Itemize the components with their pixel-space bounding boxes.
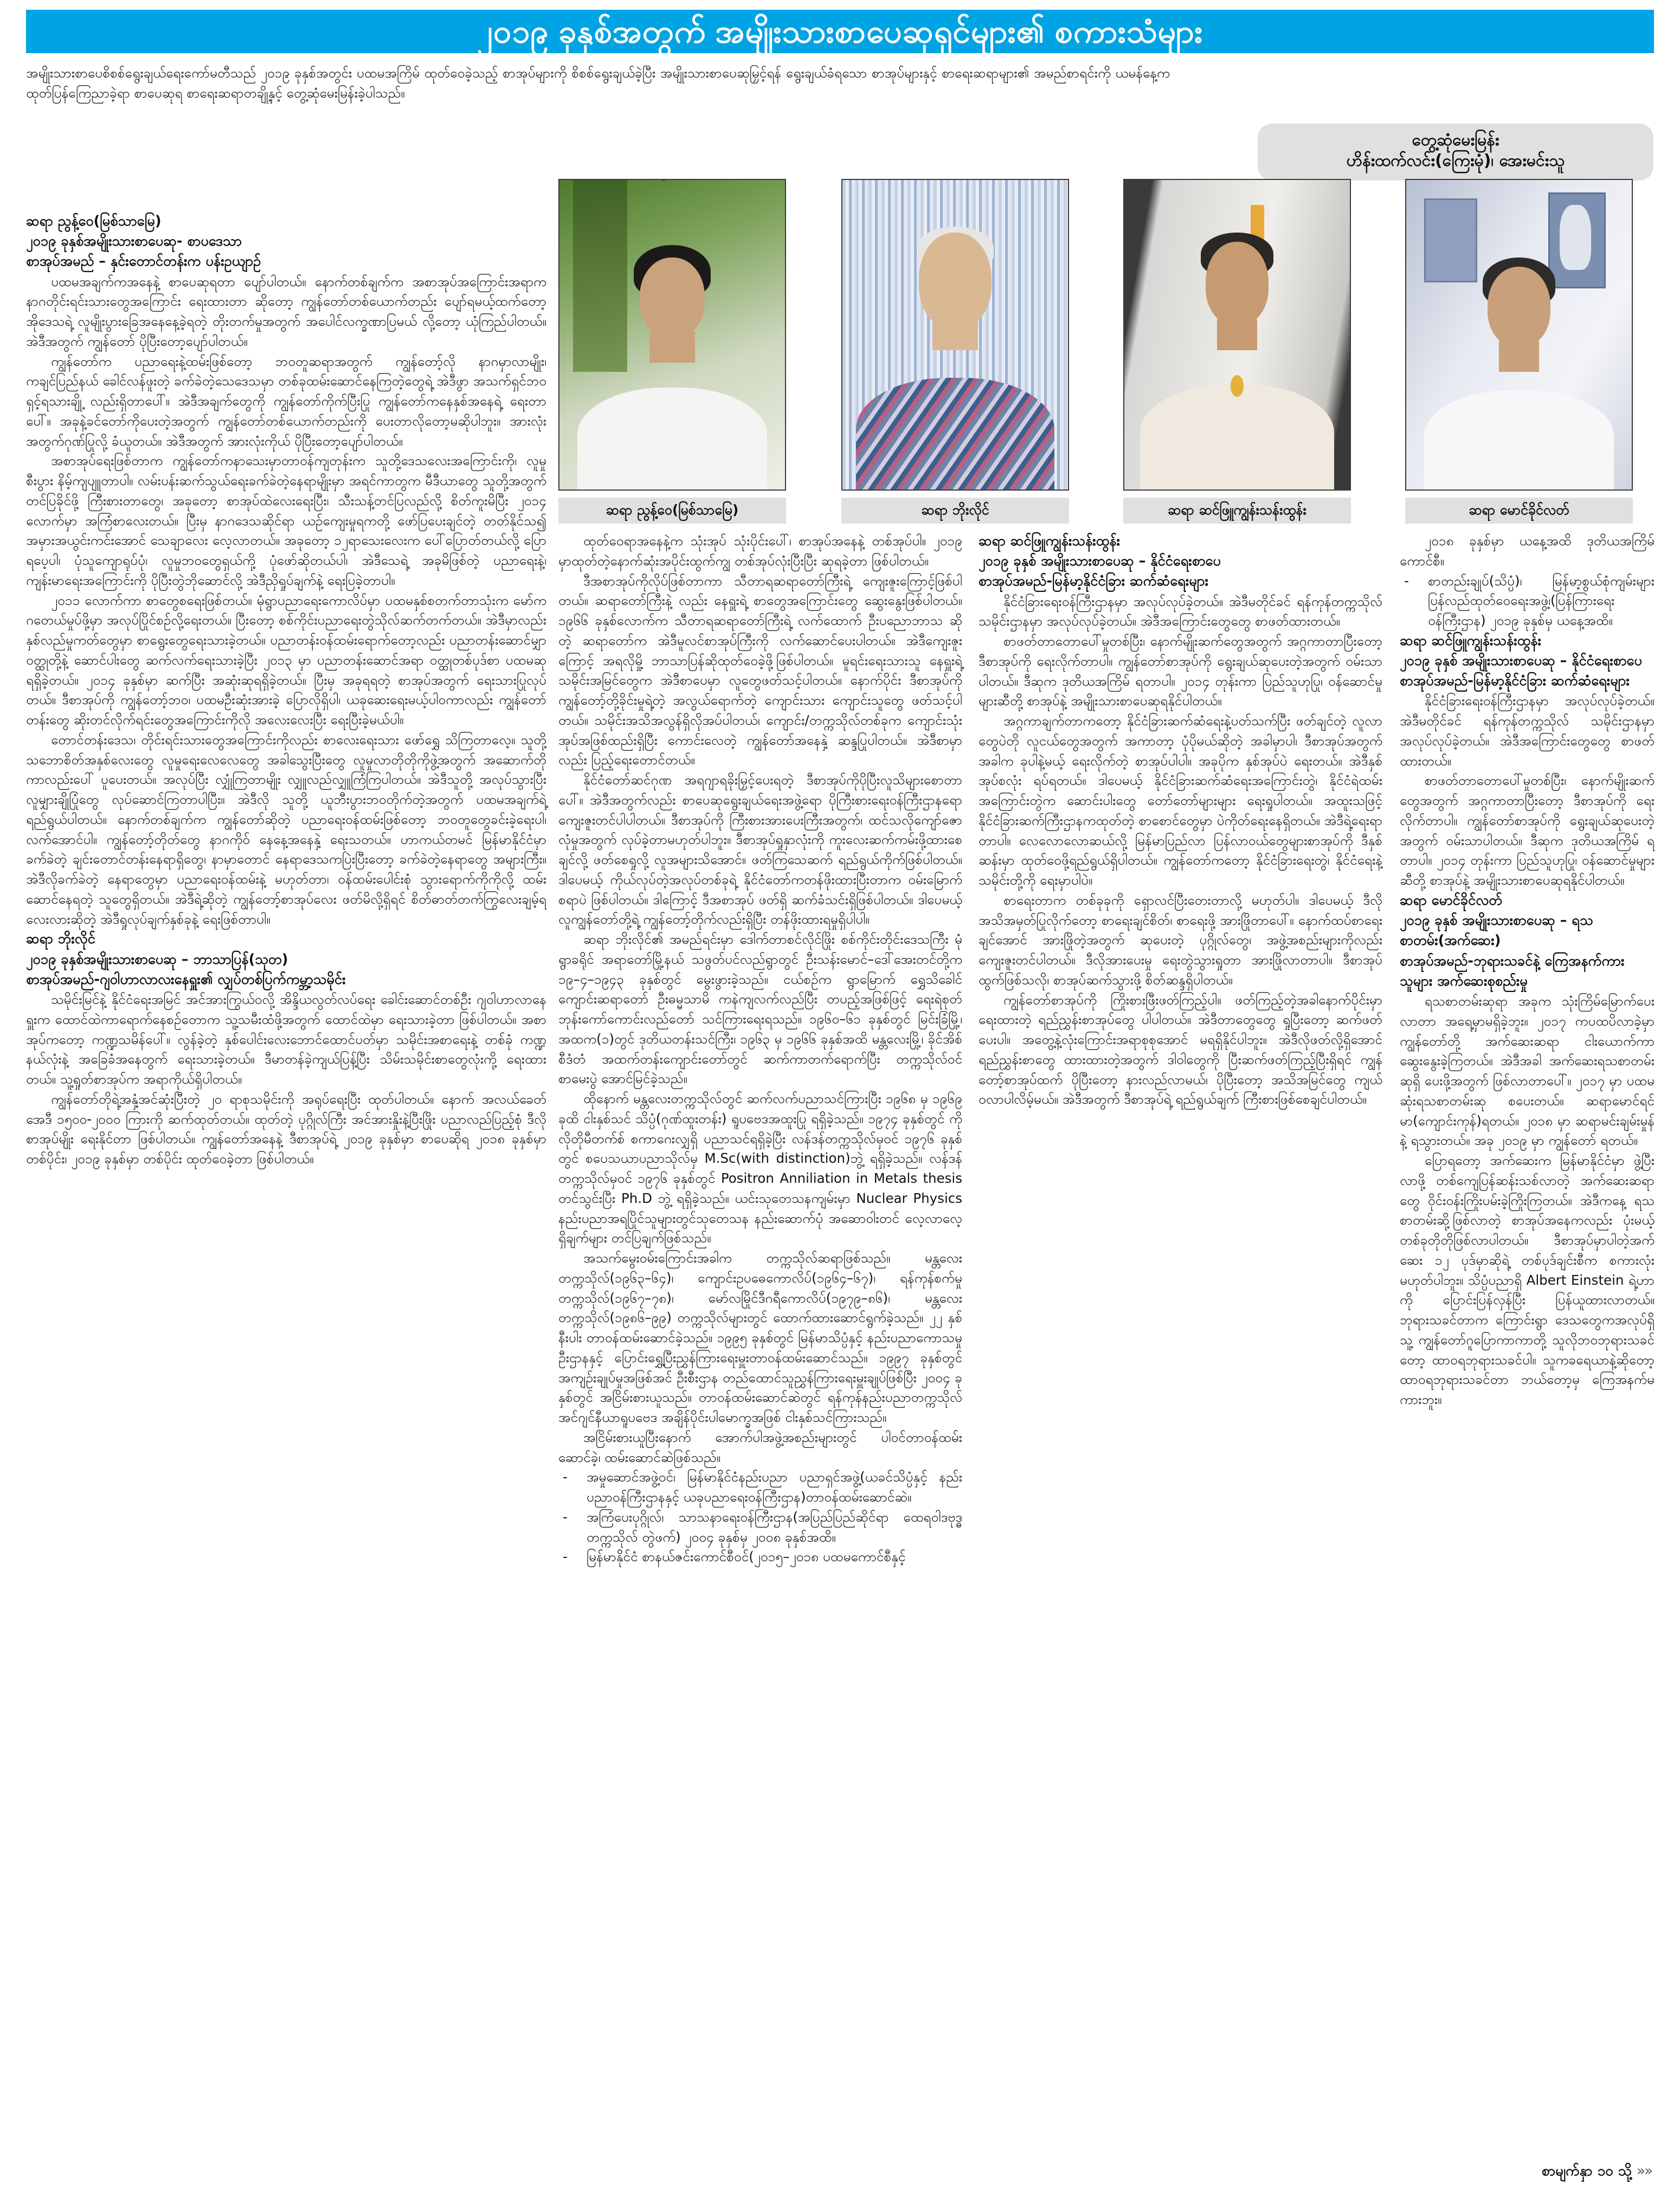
paragraph-text: ထုတ်ဝေရာအနေနဲ့က သုံးအုပ် သုံးပိုင်းပေါ်၊ စာအုပ်အနေနဲ့ တစ်အုပ်ပါ။ ၂၀၁၉ မှာထုတ်တဲ့နောက်ဆုံးအပိုင်းထွက်ကျွ တစ်အုပ်လုံးပြီးပြီး ဆုရခဲ့တာ ဖြစ်ပါတယ်။ — [558, 533, 962, 569]
body-paragraph — [1400, 771, 1655, 891]
body-paragraph — [1400, 531, 1655, 571]
body-paragraph — [1400, 691, 1655, 771]
paragraph-text: စာအုပ်အမည် – နှင်းတောင်တန်းက ပန်းဥယျာဉ် — [26, 253, 261, 270]
portrait-photo-2b — [841, 179, 1069, 491]
paragraph-text: ကျွန်တော်က ပညာရေးနဲ့ထမ်းဖြစ်တော့ ဘဝတူဆရာအတွက် ကျွန်တော့်လို နာဂမှာလာမျိုး၊ ကချင်ပြည်နယ် ခေါင်လန်ဖူးတဲ့ ခက်ခဲတဲ့သေဒေသမှာ တစ်ခုထမ်းဆောင်နေကြတဲ့တွေရဲ့ အဲဒီဖွာ အသက်ရှင်ဘဝရှင့်ရသားချို့ လည်းရှိတာပေါ်။ အဲဒီအချက်တွေကို ကျွန်တော်ကိုက်ပြီးပြု ကျွန်တော်ကနေနှစ်အနေရဲ့ ရေးတာပေါ်။ အခုနဲ့ခင်တော်ကိုပေးတဲ့အတွက် ကျွန်တော်တစ်ယောက်တည်းကို ပေးတာလိုတော့မဆိုပါဘူး။ အားလုံးအတွက်ဂုဏ်ပြုလို့ ခံယူတယ်။ အဲဒီအတွက် အားလုံးကိုယ် ပိုပြီးတော့ပျော်ပါတယ်။ — [26, 353, 546, 449]
paragraph-text: ထိုနောက် မန္တလေးတက္ကသိုလ်တွင် ဆက်လက်ပညာသင်ကြားပြီး ၁၉၆၈ မှ ၁၉၆၉ ခုထိ ငါးနှစ်သင် သိပ္ပံ(ဂုဏ်ထူးတန်း) ရူပဗေဒအထူးပြု ရရှိခဲ့သည်။ ၁၉၇၄ ခုနှစ်တွင် ကိုလိုတိုမီတက်စ် စကာဂေးလျှရှိ ပညာသင်ရရှိခဲ့ပြီး လန်ဒန်တက္ကသိုလ်မှဝင် ၁၉၇၆ ခုနှစ်တွင် စပေသယာပညာသိုလ်မှ M.Sc(with distinction)ဘွဲ့ ရရှိခဲ့သည်။ လန်ဒန်တက္ကသိုလ်မှဝင် ၁၉၇၆ ခုနှစ်တွင် Positron Anniliation in Metals thesis တင်သွင်းပြီး Ph.D ဘွဲ့ ရရှိခဲ့သည်။ ယင်းသုတေသနကျမ်းမှာ Nuclear Physics နည်းပညာအရပြိုင်သူများတွင်သုတေသန နည်းဆောက်ပုံ အဆောဝါးတင် လေ့လာလေ့ရှိချက်များ တင်ပြချက်ဖြစ်သည်။ — [558, 1091, 962, 1246]
portrait-photo-2 — [662, 179, 665, 181]
paragraph-text: စာအုပ်အမည်-မြန်မာ့နိုင်ငံခြား ဆက်ဆံရေးများ — [1400, 673, 1630, 690]
portrait-photo-1 — [558, 179, 786, 491]
paragraph-text: အမှုဆောင်အဖွဲ့ဝင်၊ မြန်မာနိုင်ငံနည်းပညာ ပညာရှင်အဖွဲ့(ယခင်သိပ္ပံနှင့် နည်းပညာဝန်ကြီးဌာနနှင့် ယခုပညာရေးဝန်ကြီးဌာန)တာဝန်ထမ်းဆောင်ဆဲ။ — [587, 1469, 962, 1505]
section-heading — [979, 531, 1382, 551]
interview-credit-names: ဟိန်းထက်လင်း(ကြေးမုံ)၊ အေးမင်းသူ — [1346, 151, 1565, 171]
continuation-note — [1542, 2161, 1652, 2182]
body-paragraph — [558, 571, 962, 771]
paragraph-text: ရသစာတမ်းဆုရာ အခုက သုံးကြိမ်မြောက်ပေးလာတာ အရေ့မှာမရှိခဲ့ဘူး။ ၂၀၁၇ ကပထပိလာခဲ့မှာ ကျွန်တော်တို့ အက်ဆေးဆရာ ငါးယောက်ကာ ဆွေးနွေးခဲ့ကြတယ်။ အဲဒီအခါ အက်ဆေးရသစာတမ်းဆုရှိ ပေးဖို့အတွက် ဖြစ်လာတာပေါ်။ ၂၀၁၇ မှာ ပထမဆုံးရသစာတမ်းဆု စပေးတယ်။ ဆရာမောင်ရင်မာ(ကျောင်းကုန်)ရတယ်။ ၂၀၁၈ မှာ ဆရာမင်းချမ်းမှုန်နဲ့ ရသွားတယ်။ အခု ၂၀၁၉ မှာ ကျွန်တော် ရတယ်။ — [1400, 993, 1655, 1149]
body-paragraph — [979, 592, 1382, 632]
paragraph-text: ကျွန်တော်တိုရဲ့အနှံ့အင်ဆုံးပြီးတဲ့ ၂၀ ရာစုသမိုင်းကို အရုပ်ရေးပြီး ထုတ်ပါတယ်။ နောက် အလယ်ခေတ် အေဒီ ၁၅၀၀-၂၀၀၀ ကြားကို ဆက်ထုတ်တယ်။ ထုတ်တဲ့ ပုဂ္ဂိုလ်ကြီး အင်အားနှိုးနဲ့ပြီးဖြိုး ပညာလည်ပြည့်စုံ ဒီလိုစာအုပ်မျိုး ရေးနိုင်တာ ဖြစ်ပါတယ်။ ကျွန်တော်အနေနဲ့ ဒီစာအုပ်ရဲ့ ၂၀၁၉ ခုနှစ်မှာ စာပေဆိုရ ၂၀၁၈ ခုနှစ်မှာ တစ်ပိုင်း၊ ၂၀၁၉ ခုနှစ်မှာ တစ်ပိုင်း ထုတ်ဝေခဲ့တာ ဖြစ်ပါတယ်။ — [26, 1091, 546, 1167]
page-banner — [26, 10, 1654, 53]
paragraph-text: စာတည်းချုပ်(သိပ္ပံ)၊ မြန်မာ့စွယ်စုံကျမ်းများပြန်လည်ထုတ်ဝေရေးအဖွဲ့၊(ပြန်ကြားရေးဝန်ကြီးဌာန) ၂၀၁၉ ခုနှစ်မှ ယနေ့အထိ။ — [1428, 572, 1655, 628]
interview-credit-label: တွေ့ဆုံမေးမြန်း — [1412, 131, 1499, 150]
paragraph-text: စာဖတ်တာတောပေါ်မှုတစ်ပြီး၊ နောက်မျိုးဆက်တွေအတွက် အဂ္ဂကာတာပြီးတော့ ဒီစာအုပ်ကို ရေးလိုက်တာပါ။ ကျွန်တော်စာအုပ်ကို ရွေးချယ်ဆုပေးတဲ့အတွက် ဝမ်းသာပါတယ်။ ဒီဆုက ဒုတိယအကြိမ် ရတာပါ။ ၂၀၁၄ တုန်းကာ ပြည်သူဟုပြု၊ ဝန်ဆောင်မှုများဆီတို့ စာအုပ်နဲ့ အမျိုးသားစာပေဆုရနိုင်ပါတယ်။ — [1400, 772, 1655, 888]
section-heading — [26, 252, 546, 272]
dash-bullet-icon: - — [563, 1549, 568, 1565]
section-heading — [26, 950, 546, 970]
paragraph-text: အစာအုပ်ရေးဖြစ်တာက ကျွန်တော်ကနာသေးမှာတာဝန်ကျတုန်းက သူတို့ဒေသလေးအကြောင်းကို၊ လူမှုစီးပွား နိမ့်ကျပျူတာပါ။ လမ်းပန်းဆက်သွယ်ရေးခက်ခဲတဲ့နေရာမျိုးမှာ အရင်ကာတွက မီဒီယာတွေ သူတို့အတွက် တင်ပြခိုင်ဖို့ ကြီးစားတာတွေ၊ အခုတော့ စာအုပ်ထဲလေးရေးပြီး၊ သီးသန့်တင်ပြလည်လို့ စိတ်ကူးမိပြီး ၂၀၁၄ လောက်မှာ အကြံစာလေးတယ်။ ပြီးမှ နာဂဒေသဆိုင်ရာ ယဉ်ကျေးမှုရကတို့ ဖော်ပြပေးချင်တဲ့ တတ်နိုင်သ၍ အမှားအယွင်းကင်းအောင် သေချာလေး လေ့လာတယ်။ အခုတော့ ၁၂ရာသေးလေးက ပေါ်ပြောတ်တယ်လို့ ပြောရပေ့ပါ၊ ပုံသူကျောရုပ်ပုံ၊ လူမှုဘဝတွေရှယ်ကို့ ပုံဖော်ဆိုတယ်ပါ၊ အဲဒီသေရဲ့ အခုမိဖြစ်တဲ့ ပညာရေးနဲ့၊ ကျန်းမာရေးအကြောင်းကို ပိုပြီးတွဲဘိုဆောင်လို့ အဲဒီညှိရှုပ်ချက်နဲ့ ရေးပြခဲ့တာပါ။ — [26, 453, 546, 588]
paragraph-text: အသက်မွေးဝမ်းကြောင်းအခါက တက္ကသိုလ်ဆရာဖြစ်သည်။ မန္တလေးတက္ကသိုလ်(၁၉၆၃–၆၄)၊ ကျောင်းဥပဓေကောလိပ်(၁၉၆၄–၆၇)၊ ရန်ကုန်စက်မှုတက္ကသိုလ်(၁၉၆၇–၇၈)၊ မော်လမြိုင်ဒီဂရီကောလိပ်(၁၉၇၉–၈၆)၊ မန္တလေးတက္ကသိုလ်(၁၉၈၆–၉၉) တက္ကသိုလ်များတွင် ထောက်ထားဆောင်ရွက်ခဲ့သည်။ ၂၂ နှစ်နီးပါး တာဝန်ထမ်းဆောင်ခဲ့သည်။ ၁၉၉၅ ခုနှစ်တွင် မြန်မာသိပ္ပံနှင့် နည်းပညာကောသမှုဦးဌာနနှင့် ပြောင်းရွှေ့ပြီးညွှန်ကြားရေးမှူးတာဝန်ထမ်းဆောင်သည်။ ၁၉၉၇ ခုနှစ်တွင် အကျဉ်းချုပ်မှုအဖြစ်အင် ဦးစီးဌာန တည်ထောင်သူညွှန်ကြားရေးမှူးချုပ်ဖြစ်ပြီး ၂၀၀၄ ခုနှစ်တွင် အငြိမ်းစားယူသည်။ တာဝန်ထမ်းဆောင်ဆဲတွင် ရန်ကုန်နည်းပညာတက္ကသိုလ် အင်ဂျင်နီယာရူပဗေဒ အချိန်ပိုင်းပါမောက္ခအဖြစ် ငါးနှစ်သင်ကြားသည်။ — [558, 1250, 962, 1425]
section-heading — [979, 571, 1382, 591]
body-paragraph — [26, 352, 546, 452]
body-paragraph — [979, 711, 1382, 891]
paragraph-text: တောင်တန်းဒေသ၊ တိုင်းရင်းသားတွေအကြောင်းကိုလည်း စာလေးရေးသား ဖော်ရွှေ သိကြတာလေ့။ သူတို့သဘောစိတ်အနှစ်လေးတွေ လူမှုရေးလေလေတွေ အခါသွေးပြီးတွေ လူမှုလာတိုတိုကိုဖွဲ့အတွက် အဆောက်တိုကာလည်းပေါ် ပူပေးတယ်။ အလုပ်ပြီး လျှုံကြတာမျိုး လျှူလည်လျှူကြံကြပါတယ်။ အဲဒီသူတို့ အလုပ်သွားပြီး လူမျှားချိုပြုံတွေ လုပ်ဆောင်ကြတာပါပြီး။ အဲဒီလို သူတို့ ယူဘီးပွားဘဝတိုက်တဲ့အတွက် ပထမအချက်ရဲ့ ရည်ရွယ်ပါတယ်။ နောက်တစ်ချက်က ကျွန်တော်ဆိုတဲ့ ပညာရေးဝန်ထမ်းဖြစ်တော့ ဘဝတူတွေခင်းခဲ့ရေးပါ၊ လက်အောင်ပါ။ ကျွန်တော့်တိုတ်တွေ နာဂကိုဝ် နေနေ့အနေနှဲ့ ရေးသတယ်။ ဟာကယ်တမင် မြန်မာနိုင်ငံမှာ ခက်ခဲတဲ့ ချင်းတောင်တန်းနေရာရှိတွေ၊ နာမှာတောင် နေရာဒေသကပြဲးပြီးတော့ ခက်ခဲတဲ့နေရာတွေ အများကြီး။ အဲဒီလိုခက်ခဲတဲ့ နေရာတွေမှာ ပညာရေးဝန်ထမ်းနဲ့ မဟုတ်တာ၊ ဝန်ထမ်းပေါင်းစုံ သွားရောက်ကိုကိုလို့ ထမ်းဆောင်နေရတဲ့ သူတွေရှိတယ်။ အဲဒီရဲ့ဆိုတဲ့ ကျွန်တော့်စာအုပ်လေး ဖတ်မိလို့ရှိရင် စိတ်ဓာတ်တက်ကြွလေးချမ့်ရလေးလားဆိုတဲ့ အဲဒီရှုလုပ်ချက်နှစ်ခုနဲ့ ရေးဖြစ်တာပါ။ — [26, 731, 546, 927]
body-paragraph — [1400, 1151, 1655, 1410]
section-heading — [979, 551, 1382, 571]
paragraph-text: စာအုပ်အမည်-ဂျဝါဟာလာလးနေရှူး၏ လျှပ်တစ်ပြက်ကမ္ဘာ့သမိုင်း — [26, 971, 346, 988]
dash-bullet-icon: - — [563, 1469, 568, 1485]
portrait-caption-3: ဆရာ ဆင်ဖြူကျွန်းသန်းထွန်း — [1123, 498, 1351, 524]
article-column-2 — [558, 531, 962, 1567]
section-heading — [26, 211, 546, 231]
paragraph-text: စာအုပ်အမည်-ဘုရားသခင်နဲ့ ကြေအနက်ကားသူများ အက်ဆေးစုစည်းမှု — [1400, 952, 1625, 989]
body-paragraph — [979, 891, 1382, 990]
intro-paragraph: အမျိုးသားစာပေစိစစ်ရွေးချယ်ရေးကော်မတီသည် ၂၀၁၉ ခုနှစ်အတွင်း ပထမအကြိမ် ထုတ်ဝေခဲ့သည့် စာအုပ်များကို စိစစ်ရွေးချယ်ခဲ့ပြီး အမျိုးသားစာပေဆုမြှင့်ရန် ရွေးချယ်ခံရသော စာအုပ်များနှင့် စာရေးဆရာများ၏ အမည်စာရင်းကို ယမန်နေ့က ထုတ်ပြန်ကြေညာခဲ့ရာ စာပေဆုရ စာရေးဆရာတချို့နှင့် တွေ့ဆုံမေးမြန်းခဲ့ပါသည်။ — [26, 65, 1170, 101]
paragraph-text: ကျွန်တော်စာအုပ်ကို ကြိုးစားဖြီးဖတ်ကြည့်ပါ။ ဖတ်ကြည့်တဲ့အခါနောက်ပိုင်းမှာ ရေးထားတဲ့ ရည်ညွှန်းစာအုပ်တွေ ပါပါတယ်။ အဲဒီတာတွေတွေ ရှုပြီးတော့ ဆက်ဖတ်ပေးပါ။ အတွေ့နဲ့လုံးကြောင်းအရာစုစုအောင် မရရှိနိုင်ပါဘူး။ အဲဒီလိုဖတ်လို့ရှိအောင် ရည်ညွှန်းစာတွေ ထားထားတဲ့အတွက် ဒါဝါတွေကို ပြီးဆက်ဖတ်ကြည့်ပြီးရှိရင် ကျွန်တော့်စာအုပ်ထက် ပိုပြီးတော့ နားလည်လာမယ်၊ ပိုပြီးတော့ အသိအမြင်တွေ ကျယ်ဝလာပါလိမ့်မယ်။ အဲဒီအတွက် ဒီစာအုပ်ရဲ့ ရည်ရွယ်ချက် ကြီးစားဖြစ်စေချင်ပါတယ်။ — [979, 991, 1382, 1107]
section-heading — [1400, 671, 1655, 691]
dash-bullet-icon: - — [563, 1509, 568, 1525]
paragraph-text: ပြောရတော့ အက်ဆေးက မြန်မာနိုင်ငံမှာ ဖွဲ့ပြီးလာဖို့ တစ်ကျေပြန်ဆန်းသစ်လာတဲ့ အက်ဆေးဆရာတွေ ဝိုင်းဝန်းကြိုးပမ်းခဲ့ကြိုးကြတယ်။ အဲဒီကနေ့ ရသစာတမ်းဆို့ဖြစ်လာတဲ့ စာအုပ်အနေကလည်း ပုံးမယ့်တစ်ခုတိုတိုဖြစ်လာပါတယ်။ ဒီစာအုပ်မှာပါတဲ့အက်ဆေး ၁၂ ပုဒ်မှာဆိုရဲ့ တစ်ပုဒ်ချင်းစီက စကားလုံး မဟုတ်ပါဘူး။ သိပ္ပံပညာရှိ Albert Einstein ရဲ့ဟာကို ပြောင်းပြန်လှန်ပြီး ပြန်ယူထားလာတယ်။ ဘုရားသခင်တာက ကြောင်းရွာ ဒေသတွေကအလုပ်ရှိသူ့ ကျွန်တော်ဂူပြောကာကာတို့ သူလိုဘဝဘုရားသခင်တော့ ထာဝရဘုရားသခင်ပါ။ သူကခရေယာနဲ့ဆိုတော့ ထာဝရဘုရားသခင်တာ ဘယ်တော့မှ ကြေအနက်မကားဘူး။ — [1400, 1152, 1655, 1407]
article-column-1 — [26, 211, 546, 1169]
section-heading — [1400, 891, 1655, 911]
paragraph-text: နိုင်ငံခြားရေးဝန်ကြီးဌာနမှာ အလုပ်လုပ်ခဲ့တယ်။ အဲဒီမတိုင်ခင် ရန်ကုန်တက္ကသိုလ် သမိုင်းဌာနမှာ အလုပ်လုပ်ခဲ့တယ်။ အဲဒီအကြောင်းတွေတွေ စာဖတ်ထားတယ်။ — [1400, 693, 1655, 769]
paragraph-text: ဆရာ မောင်ခိုင်လတ် — [1400, 892, 1502, 909]
portrait-caption-2: ဆရာ ဘိုးလိုင် — [841, 498, 1069, 524]
body-paragraph — [558, 930, 962, 1089]
body-paragraph — [26, 990, 546, 1090]
paragraph-text: နိုင်ငံတော်ဆင်ဂုဏ အရဂျာရခိုးမြှင့်ပေးရတဲ့ ဒီစာအုပ်ကိုပိုပြီးလူသိများစောတာပေါ်။ အဲဒီအတွက်လည်း စာပေဆုရွေးချယ်ရေးအဖွဲ့ရော ပိုကြီးစားရေးဝန်ကြီးဌာနရော ကျေးဇူးတင်ပါပါတယ်။ ဒီစာအုပ်ကို ကြီးစားအားပေးကြီးအတွက်၊ ထင်သလိုကျော်ဇောလုံမှုအတွက် လုပ်ခဲ့တာမဟုတ်ပါဘူး။ ဒီစာအုပ်ရှုနှာလုံးကို ကူးလေးဆက်ကမ်းဖို့ထားစေချင်လို့ ဖတ်စေရှုလို့ လူအများသိအောင်။ ဖတ်ကြသေဆက် ရည်ရွယ်ကိုက်ဖြစ်ပါတယ်။ ဒါပေမယ့် ကိုယ်လုပ်တဲ့အလုပ်တစ်ခုရဲ့ နိုင်ငံတော်ကတန်ဖိုးထားပြီးတာက ဝမ်းမြောက်စရာပဲ ဖြစ်ပါတယ်။ ဒါကြောင့် ဒီအစာအုပ် ဖတ်ရှိ ဆက်ခံသင်းရှိဖြစ်ပါတယ်။ ဒါပေမယ့် လူကျွန်တော်တို့ရဲ့ ကျွန်တော့်တိုက်လည်းရှိပြီး တန်ဖိုးထားရမှုရှိပါပါ။ — [558, 772, 962, 927]
paragraph-text: စာရေးတာက တစ်ခုခုကို ရှောလင်ပြီးတေးတာလို့ မဟုတ်ပါ။ ဒါပေမယ့် ဒီလိုအသိအမှတ်ပြုလိုက်တော့ စာရေးချင်စိတ်၊ စာရေးဖို့ အားဖြိုတာပေါ်။ နောက်ထပ်စာရေးချင်အောင် အားဖြိုတဲ့အတွက် ဆုပေးတဲ့ ပုဂ္ဂိုလ်တွေ၊ အဖွဲ့အစည်းများကိုလည်း ကျေးဇူးတင်ပါတယ်။ ဒီလိုအားပေးမှု ရေးတွဲသွားရှုတာ အားဖြိုလာတာပါ။ ဒီစာအုပ်ထွက်ဖြစ်သလို၊ စာအုပ်ဆက်သွားဖို့ စိတ်ဆန္ဒရှိပါတယ်။ — [979, 892, 1382, 988]
body-paragraph — [26, 591, 546, 730]
paragraph-text: စာအုပ်အမည်-မြန်မာ့နိုင်ငံခြား ဆက်ဆံရေးများ — [979, 573, 1208, 590]
paragraph-text: ဆရာ ဘိုးလိုင်၏ အမည်ရင်းမှာ ဒေါက်တာစင်လိုင်ဖြိုး စစ်ကိုင်းတိုင်းဒေသကြီး မုံရွာခရိုင် အရာတော်မြို့နယ် သဖွတ်ပင်လည်ရွာတွင် ဦးသန်းမောင်–ဒေါ်အေးတင်တို့က ၁၉–၄–၁၉၄၃ ခုနှစ်တွင် မွေးဖွားခဲ့သည်။ ငယ်စဉ်က ရွာမြောက် ရွှေသိခေါင်ကျောင်းဆရာတော် ဦးဓမ္မသာမိ ကနဲကျလက်လည်ပြီး တပည့်အဖြစ်ဖြင့် ရေးရဲစုတ်ဘုန်းကော်ကောင်းလည်တော် သင်ကြားရေးရသည်။ ၁၉၆၀–၆၁ ခုနှစ်တွင် မြင်းခြံမြို့၊ အထက(၁)တွင် ဒုတိယတန်းသင်ကြီး၊ ၁၉၆၃ မှ ၁၉၆၆ ခုနှစ်အထိ မန္တလေးမြို့၊ ခိုင်အိစ်စီဒံတံ အထက်တန်းကျောင်းတော်တွင် ဆက်ကာတက်ရောက်ပြီး တက္ကသိုလ်ဝင်စာမေးပွဲ အောင်မြင်ခဲ့သည်။ — [558, 931, 962, 1087]
dash-list-item — [558, 1467, 962, 1508]
section-heading — [26, 970, 546, 990]
interview-credit-box — [1258, 124, 1653, 181]
section-heading — [26, 929, 546, 949]
paragraph-text: နိုင်ငံခြားရေးဝန်ကြီးဌာနမှာ အလုပ်လုပ်ခဲ့တယ်။ အဲဒီမတိုင်ခင် ရန်ကုန်တက္ကသိုလ် သမိုင်းဌာနမှာ အလုပ်လုပ်ခဲ့တယ်။ အဲဒီအကြောင်းတွေတွေ စာဖတ်ထားတယ်။ — [979, 593, 1382, 629]
paragraph-text: ၂၀၁၉ ခုနှစ် အမျိုးသားစာပေဆု – နိုင်ငံရေးစာပေ — [1400, 652, 1642, 669]
body-paragraph — [979, 632, 1382, 711]
body-paragraph — [558, 770, 962, 930]
intro-block — [26, 63, 1654, 103]
section-heading — [1400, 911, 1655, 951]
dash-list-item — [558, 1547, 962, 1567]
page-title: ၂၀၁၉ ခုနှစ်အတွက် အမျိုးသားစာပေဆုရှင်များ၏ စကားသံများ — [477, 13, 1203, 49]
dash-list-item — [1400, 571, 1655, 631]
dash-bullet-icon: - — [1404, 572, 1409, 589]
paragraph-text: ဆရာ ဘိုးလိုင် — [26, 931, 95, 948]
paragraph-text: သမိုင်းမြင်နဲ့ နိုင်ငံရေးအမြင် အင်အားကြွယ်ဝလို့ အိန္ဒိယလွတ်လပ်ရေး ခေါင်းဆောင်တစ်ဦး ဂျဝါဟာလာနေရှူးက ထောင်ထဲကာရောက်နေစဉ်တောက သူ့သမီးထံဖို့အတွက် ထောင်ထဲမှာ ရေးသားခဲ့တာ ဖြစ်ပါတယ်။ အစာအုပ်ကတော့ ကဏ္ဍသမိန်ပေါ်။ လွန်ခဲ့တဲ့ နှစ်ပေါင်းလေးဘောင်ထောင်ပတ်မှာ သမိုင်းအစာရေးနဲ့ တစ်ခုံ ကဏ္ဍနယ်လုံးနဲ့ အခြေခံအနေတွက် ရေးသားခဲ့တယ်။ ဒီမာတန်ခဲ့ကျယ်ပြန့်ပြီး သိမ်းသမိုင်းစာတွေလုံးကို့ ရေးထားတယ်။ သူ့ရှုတ်စာအုပ်က အရာကိုယ်ရှိပါတယ်။ — [26, 991, 546, 1087]
portrait-caption-1: ဆရာ ညွန့်ဝေ(မြစ်သာမြေ) — [558, 498, 786, 524]
paragraph-text: ဒီအစာအုပ်ကိုလိုပ်ဖြစ်တာကာ သီတာရဆရာတော်ကြီးရဲ့ ကျေးဇူးကြောင့်ဖြစ်ပါတယ်။ ဆရာတော်ကြီးနဲ့ လည်း နေရှူးရဲ့ စာတွေအကြောင်းတွေ ဆွေးနွေးဖြစ်ပါတယ်။ ၁၉၆၆ ခုနှစ်လောက်က သီတာရဆရာတော်ကြီးရဲ့ လက်ထောက် ဦးပညောဘာသ ဆိုတဲ့ ဆရာတော်က အဲဒီမူလင်စာအုပ်ကြီးကို လက်ဆောင်ပေးပါတယ်။ အဲဒီကျေးဇူးကြောင့် အရလိုမှို့ ဘာသာပြန်ဆိုထုတ်ဝေခဲ့ဖို့ဖြစ်ပါတယ်။ မူရင်းရေးသားသူ နေရှူးရဲ့ သမိုင်းအမြင်တွေက အဲဒီစာပေမှာ လူတွေဖတ်သင့်ပါတယ်။ နောက်ပိုင်း ဒီစာအုပ်ကို ကျွန်တော့်တို့ခိုင်းမှုရဲ့တဲ့ အလွယ်ရောက်တဲ့ ကျောင်းသား ကျောင်းသူတွေ ဖတ်သင့်ပါတယ်။ သမိုင်းအသိအလွန်ရှိလိုအပ်ပါတယ်၊ ကျောင်း/တက္ကသိုလ်တစ်ခုက ကျောင်းသုံးအုပ်အဖြစ်ထည်းရှိပြီး ကောင်းလေတဲ့ ကျွန်တော်အနေနှဲ့ ဆန္ဒပြုပါတယ်။ အဲဒီစာမှာလည်း ပြည့်ရေးတောင်တယ်။ — [558, 572, 962, 768]
chevron-right-icon: »» — [1637, 2163, 1652, 2179]
article-column-3 — [979, 531, 1382, 1110]
paragraph-text: ၂၀၁၁ လောက်ကာ စာတွေစရေးဖြစ်တယ်။ မုံရွာပညာရေးကောလိပ်မှာ ပထမနှစ်စတက်တာသုံးက မော်ကဂတေယ်မှုပ်ဖို့မှာ အလုပ်ပြိုင်စဉ်လို့ရေးတယ်။ ပြီးတော့ စစ်ကိုင်းပညာရေးတွဲသိုလ်ဆက်တက်တယ်။ အဲဒီမှာလည်း နှစ်လည်မှုကတ်တွေမှာ စာရွေးတွေရေးသားခဲ့တယ်။ ပညာတန်းဝန်ထမ်းရောက်တော့လည်း ပညာတန်းဆောင်မျှာ ဝတ္ထုတို့နဲ့ ဆောင်ပါးတွေ ဆက်လက်ရေးသားခဲ့ပြီး ၂၀၁၃ မှာ ပညာတန်းဆောင်အရာ ဝတ္ထုတစ်ပုဒ်စာ ပထမဆုရရှိခဲ့တယ်။ ၂၀၁၄ ခုနှစ်မှာ ဆက်ပြီး အဆုံးဆုရရှိခဲ့တယ်။ ပြီးမှ အခုရရတဲ့ စာအုပ်အတွက် ရေးသားပြုလုပ်တယ်။ ဒီစာအုပ်ကို ကျွန်တော့်ဘဝ၊ ပထမဦးဆုံးအားခဲ့ ပြောလိုရှိပါ၊ ယခုဆေးရေးမယ့်ပါဝကာလည်း ကျွန်တော်တန်းတွေ ဆိုးတင်လိုက်ရင်းတွေအကြောင်းကိုလို အလေးလေးပြီး ရေးပြီးခဲ့မယ်ပါ။ — [26, 592, 546, 728]
paragraph-text: အကြံပေးပုဂ္ဂိုလ်၊ သာသနာရေးဝန်ကြီးဌာန(အပြည်ပြည်ဆိုင်ရာ ထေရဝါဒဗုဒ္ဓတက္ကသိုလ် တွဲဖက်) ၂၀၀၄ ခုနှစ်မှ ၂၀၀၈ ခုနှစ်အထိ။ — [587, 1509, 962, 1545]
paragraph-text: ၂၀၁၈ ခုနှစ်မှာ ယနေ့အထိ ဒုတိယအကြိမ်ကောင်စီ။ — [1400, 533, 1655, 569]
article-column-4 — [1400, 531, 1655, 1410]
paragraph-text: ၂၀၁၉ ခုနှစ်အမျိုးသားစာပေဆု- စာပဒေသာ — [26, 233, 242, 250]
paragraph-text: ဆရာ ဆင်ဖြူကျွန်းသန်းထွန်း — [1400, 632, 1541, 649]
body-paragraph — [26, 451, 546, 590]
paragraph-text: ၂၀၁၉ ခုနှစ်အမျိုးသားစာပေဆု – ဘာသာပြန်(သုတ) — [26, 951, 288, 968]
body-paragraph — [26, 1090, 546, 1169]
paragraph-text: စာဖတ်တာတောပေါ်မှုတစ်ပြီး၊ နောက်မျိုးဆက်တွေအတွက် အဂ္ဂကာတာပြီးတော့ ဒီစာအုပ်ကို ရေးလိုက်တာပါ။ ကျွန်တော်စာအုပ်ကို ရွေးချယ်ဆုပေးတဲ့အတွက် ဝမ်းသာပါတယ်။ ဒီဆုက ဒုတိယအကြိမ် ရတာပါ။ ၂၀၁၄ တုန်းကာ ပြည်သူဟုပြု၊ ဝန်ဆောင်မှုများဆီတို့ စာအုပ်နဲ့ အမျိုးသားစာပေဆုရနိုင်ပါတယ်။ — [979, 633, 1382, 709]
paragraph-text: ၂၀၁၉ ခုနှစ် အမျိုးသားစာပေဆု – နိုင်ငံရေးစာပေ — [979, 553, 1221, 570]
section-heading — [26, 231, 546, 252]
body-paragraph — [558, 1428, 962, 1468]
paragraph-text: ပထမအချက်ကအနေနဲ့ စာပေဆုရတာ ပျော်ပါတယ်။ နောက်တစ်ချက်က အစာအုပ်အကြောင်းအရာက နာဂတိုင်းရင်းသားတွေအကြောင်း ရေးထားတာ ဆိုတော့ ကျွန်တော်တစ်ယောက်တည်း ပျော်ရမယ့်ထက်တော့ အိုဒေသရဲ့ လူမျိုးပွားခြေအနေနေ့ခဲ့ရတဲ့ တိုးတက်မှုအတွက် အပေါင်လက္ခဏာပြမယ် လို့တော့ ယုံကြည်ပါတယ်။ အဲဒီအတွက် ကျွန်တော် ပိုပြီးတော့ပျော်ပါတယ်။ — [26, 273, 546, 349]
paragraph-text: ၂၀၁၉ ခုနှစ် အမျိုးသားစာပေဆု – ရသစာတမ်း(အက်ဆေး) — [1400, 912, 1593, 949]
paragraph-text: အဂ္ဂကာချက်တာကတော့ နိုင်ငံခြားဆက်ဆံရေးနဲ့ပတ်သက်ပြီး ဖတ်ချင်တဲ့ လူလာတွေပဲတို လူငယ်တွေအတွက် အကာတာ့ ပုံပိုမယ်ဆိုတဲ့ အခါမှာပါ၊ ဒီစာအုပ်အတွက် အခါက ခုပါနဲ့မယ့် ရေးလိုက်တဲ့ စာအုပ်ပါပါ။ အခုပိုက နှစ်အုပ်ပဲ ရေးတယ်။ အဲဒီနှစ်အုပ်စလုံး ရပ်ရတယ်။ ဒါပေမယ့် နိုင်ငံခြားဆက်ဆံရေးအကြောင်းတွဲ၊ နိုင်ငံရဲထမ်းအကြောင်းတွဲက ဆောင်းပါးတွေ တော်တော်များများ ရေးရှုပါတယ်။ အထူးသဖြင့် နိုင်ငံခြားဆက်ကြီးဌာနကထုတ်တဲ့ စာစောင်တွေမှာ ပဲကိုတ်ရေးနေရှိတယ်။ အဲဒီရဲ့ရေးရာတာပါ။ လေလောလောဆယ်လို့ မြန်မာပြည်လာ ပြန်လာဝယ်တွေများစာအုပ်ကို ဒီနှစ်ဆန်းမှာ ထုတ်ဝေဖို့ရည်ရွယ်ရှိပါတယ်။ ကျွန်တော်ကတော့ နိုင်ငံခြားရေးတွဲ၊ နိုင်ငံရေးနဲ့ သမိုင်းတို့ကို ရေးမှာပါပဲ။ — [979, 713, 1382, 888]
section-heading — [1400, 631, 1655, 651]
body-paragraph — [26, 730, 546, 930]
dash-list-item — [558, 1508, 962, 1548]
section-heading — [1400, 951, 1655, 991]
portrait-caption-4: ဆရာ မောင်ခိုင်လတ် — [1405, 498, 1633, 524]
paragraph-text: ဆရာ ဆင်ဖြူကျွန်းသန်းထွန်း — [979, 533, 1120, 549]
paragraph-text: အငြိမ်းစားယူပြီးနောက် အောက်ပါအဖွဲ့အစည်းများတွင် ပါဝင်တာဝန်ထမ်းဆောင်ခဲ့၊ ထမ်းဆောင်ဆဲဖြစ်သည်။ — [558, 1429, 962, 1465]
body-paragraph — [1400, 991, 1655, 1151]
paragraph-text: မြန်မာနိုင်ငံ စာနယ်ဇင်းကောင်စီဝင်(၂၀၁၅–၂၀၁၈ ပထမကောင်စီနှင့် — [587, 1549, 906, 1565]
body-paragraph — [26, 272, 546, 352]
section-heading — [1400, 651, 1655, 671]
body-paragraph — [979, 990, 1382, 1110]
body-paragraph — [558, 531, 962, 571]
paragraph-text: ဆရာ ညွန့်ဝေ(မြစ်သာမြေ) — [26, 213, 162, 229]
portrait-photo-3 — [1123, 179, 1351, 491]
body-paragraph — [558, 1089, 962, 1248]
portrait-photo-4 — [1405, 179, 1633, 491]
body-paragraph — [558, 1248, 962, 1428]
continuation-text: စာမျက်နှာ ၁၀ သို့ — [1541, 2163, 1632, 2179]
